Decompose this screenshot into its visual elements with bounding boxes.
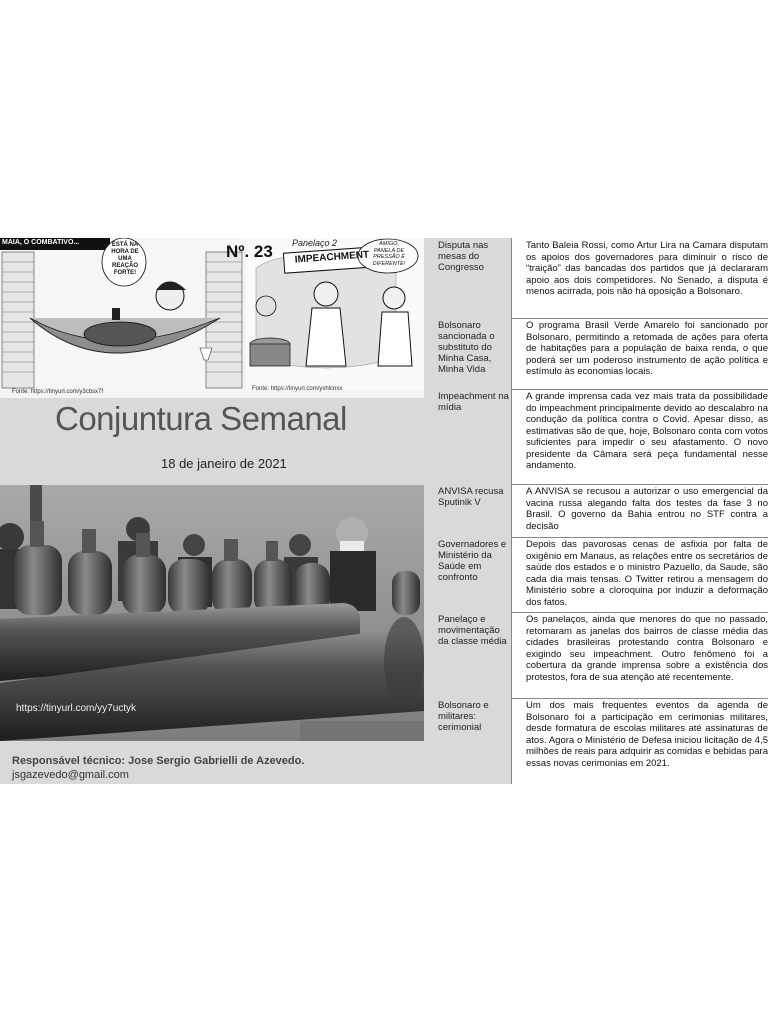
cartoon2-title: Panelaço 2 [292, 238, 338, 248]
newsletter-title: Conjuntura Semanal [55, 400, 347, 437]
cartoon1-bubble-line: UMA [118, 256, 132, 262]
cartoon2-bubble-line: PRESSÃO É [373, 254, 405, 260]
cartoon1-bubble-line: ESTÁ NA [111, 242, 139, 248]
topic-text: Tanto Baleia Rossi, como Artur Lira na Camara disputam os apoios dos governadores para diminuir o risco de “traição” das bancadas dos partidos que já declararam apoio aos dois competidores. No Senado, a disputa é menos acirrada, pois não há oposição a Bolsonaro. [511, 238, 768, 318]
topic-label: Governadores e Ministério da Saúde em confronto [424, 537, 511, 612]
cartoon1-bubble-line: HORA DE [111, 249, 139, 255]
topic-row [424, 389, 768, 485]
cover-panel [0, 238, 424, 784]
cartoon-strip [0, 238, 424, 398]
cartoon2-bubble-line: AMIGO, [379, 241, 399, 247]
topic-label: Impeachment na mídia [424, 389, 511, 484]
cartoon1-bubble-line: REAÇÃO [111, 263, 138, 269]
cartoon2-banner: IMPEACHMENT [294, 249, 370, 266]
topic-label: Bolsonaro sancionada o substituto do Minha Casa, Minha Vida [424, 318, 511, 389]
topic-label: Panelaço e movimentação da classe média [424, 612, 511, 698]
newsletter-date: 18 de janeiro de 2021 [161, 456, 287, 471]
topic-row [424, 318, 768, 390]
issue-number: Nº. 23 [226, 242, 273, 261]
contact-email[interactable]: jsgazevedo@gmail.com [12, 769, 129, 781]
newsletter-page [0, 238, 768, 784]
cartoon1-source[interactable]: Fonte: https://tinyurl.com/y3cbsx7f [12, 389, 104, 395]
topic-text: A grande imprensa cada vez mais trata da possibilidade do impeachment principalmente devido ao descalabro na condução da política contra o Covid. Apesar disso, as estimativas são de que, hoje, Bolsonaro conta com votos suficientes para impedir o seu afastamento. O novo presidente da Câmara será peça fundamental nesse andamento. [511, 389, 768, 484]
topic-row [424, 537, 768, 613]
topic-text: Um dos mais frequentes eventos da agenda de Bolsonaro foi a participação em cerimonias militares, desde formatura de escolas militares até assinaturas de atos. Agora o Ministério de Defesa iniciou licitação de 4,5 milhões de reais para adquirir as comidas e bebidas para essas novas cerimonias em 2021. [511, 698, 768, 784]
cartoon2-bubble-line: DIFERENTE! [372, 260, 406, 267]
topic-label: ANVISA recusa Sputinik V [424, 484, 511, 537]
topic-text: A ANVISA se recusou a autorizar o uso emergencial da vacina russa alegando falta dos testes da fase 3 no Brasil. O governo da Bahia entrou no STF contra a decisão [511, 484, 768, 537]
topic-text: Depois das pavorosas cenas de asfixia por falta de oxigênio em Manaus, as relações entre os secretários de saúde dos estados e o ministro Pazuello, da Saude, são cada dia mais tensas. O Twitter retirou a mensagem do Ministério sobre a cloroquina por induzir a deformação dos fatos. [511, 537, 768, 612]
responsible-credit: Responsável técnico: Jose Sergio Gabrielli de Azevedo. [12, 755, 305, 767]
topic-label: Disputa nas mesas do Congresso [424, 238, 511, 318]
topic-label: Bolsonaro e militares: cerimonial [424, 698, 511, 784]
cartoon2-bubble-line: PANELA DE [373, 247, 405, 254]
cartoon1-caption: MAIA, O COMBATIVO... [2, 239, 80, 246]
cartoon1-bubble [108, 242, 142, 277]
topic-row [424, 698, 768, 784]
topic-text: O programa Brasil Verde Amarelo foi sancionado por Bolsonaro, permitindo a retomada de ações para oferta de habitações para a população de baixa renda, o que poderá ser um poderoso instrumento de ação política e estímulo às economias locais. [511, 318, 768, 389]
topic-text: Os panelaços, ainda que menores do que no passado, retomaram as janelas dos bairros de classe média das cidades brasileiras protestando contra Bolsonaro e exigindo seu impeachment. Outro fenômeno foi a cobertura da grande imprensa sobre a existência dos protestos, fora de sua atenção até recentemente. [511, 612, 768, 698]
topic-row [424, 612, 768, 699]
cartoon2-bubble [364, 241, 414, 267]
topics-table [424, 238, 768, 784]
topic-row [424, 238, 768, 319]
topic-row [424, 484, 768, 538]
cartoon2-source[interactable]: Fonte: https://tinyurl.com/yxhlcnxx [252, 386, 343, 392]
photo-source-link[interactable]: https://tinyurl.com/yy7uctyk [16, 703, 137, 714]
cartoon1-bubble-line: FORTE! [113, 270, 137, 276]
